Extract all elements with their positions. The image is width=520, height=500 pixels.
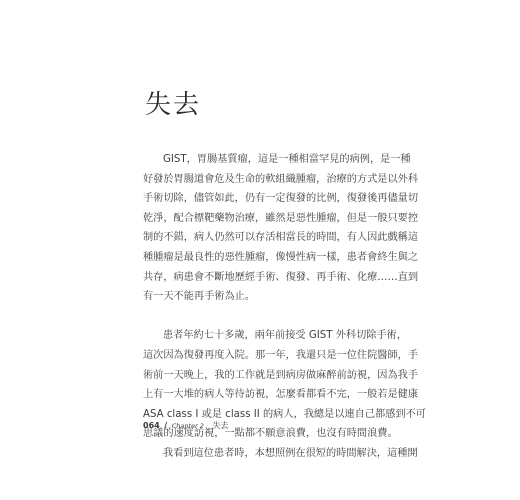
page-footer (143, 420, 228, 431)
footer-chapter-label: Chapter 2 (171, 422, 204, 430)
text-line: 共存，病患會不斷地歷經手術、復發、再手術、化療……直到 (143, 271, 419, 283)
chapter-title: 失去 (145, 90, 202, 120)
text-line: 好發於胃腸道會危及生命的軟組織腫瘤，治療的方式是以外科 (143, 173, 419, 185)
text-line: 我看到這位患者時，本想照例在很短的時間解決，這種開 (163, 447, 418, 459)
page-number: 064 (143, 421, 160, 430)
text-line: 這次因為復發再度入院。那一年，我還只是一位住院醫師，手 (143, 349, 419, 361)
text-line: 乾淨，配合標靶藥物治療，雖然是惡性腫瘤，但是一般只要控 (143, 212, 419, 224)
footer-separator: / (164, 421, 168, 430)
text-line: 制的不錯，病人仍然可以存活相當長的時間，有人因此戲稱這 (143, 232, 419, 244)
text-line: 術前一天晚上，我的工作就是到病房做麻醉前訪視，因為我手 (143, 369, 419, 381)
text-line: 上有一大堆的病人等待訪視，怎麼看都看不完，一般若是健康 (143, 389, 419, 401)
text-line: ASA class I 或是 class II 的病人，我總是以連自己都感到不可 (143, 408, 426, 420)
paragraph-1 (143, 150, 419, 307)
text-line: 手術切除，儘管如此，仍有一定復發的比例，復發後再儘量切 (143, 193, 419, 205)
paragraph-3 (143, 444, 418, 464)
footer-chapter-title: 失去 (212, 421, 229, 430)
text-line: GIST，胃腸基質瘤，這是一種相當罕見的病例，是一種 (163, 154, 411, 165)
text-line: 患者年約七十多歲，兩年前接受 GIST 外科切除手術， (163, 330, 408, 342)
text-line: 有一天不能再手術為止。 (143, 291, 256, 303)
text-line: 思議的速度訪視，一點都不願意浪費，也沒有時間浪費。 (143, 428, 398, 440)
text-line: 種腫瘤是最良性的惡性腫瘤，像慢性病一樣，患者會終生與之 (143, 251, 419, 263)
body-text (143, 150, 426, 464)
